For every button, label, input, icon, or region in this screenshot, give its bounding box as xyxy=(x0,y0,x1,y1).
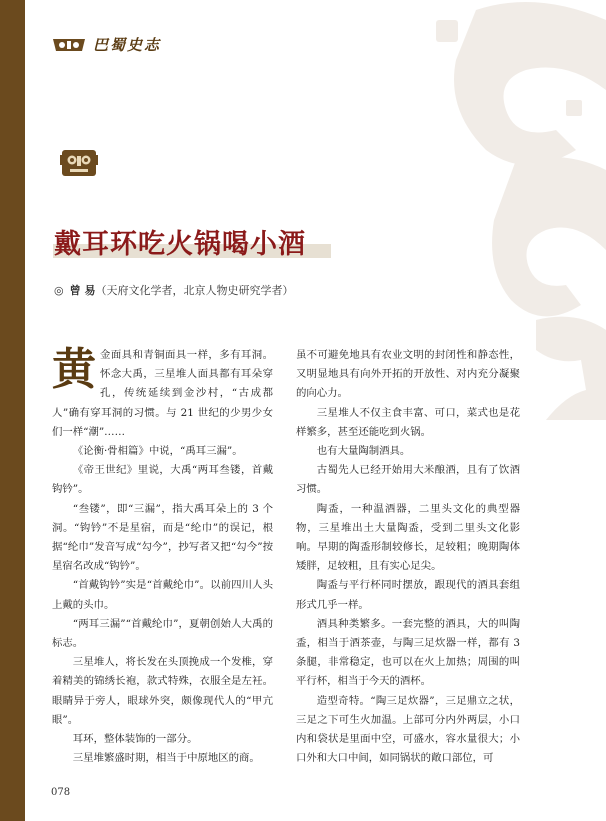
paragraph: “两耳三漏”“首戴纶巾”，夏朝创始人大禹的标志。 xyxy=(52,617,273,650)
byline xyxy=(54,282,293,298)
paragraph: 三星堆繁盛时期，相当于中原地区的商。 xyxy=(72,752,260,765)
author-mark: ◎ xyxy=(54,284,64,297)
paragraph: 《帝王世纪》里说，大禹“两耳叁镂，首戴钩钤”。 xyxy=(52,464,273,496)
paragraph: “叁镂”，即“三漏”，指大禹耳朵上的 3 个洞。“钩钤”不是星宿，而是“纶巾”的误记，根据“纶巾”发音写成“勾今”，抄写者又把“勾今”按星宿名改成“钩钤”。 xyxy=(52,502,273,573)
paragraph: 耳环，整体装饰的一部分。 xyxy=(72,733,198,746)
paragraph: “首戴钩钤”实是“首戴纶巾”。以前四川人头上戴的头巾。 xyxy=(52,579,273,611)
paragraph: 三星堆人不仅主食丰富、可口，菜式也是花样繁多，甚至还能吃到火锅。 xyxy=(296,406,520,438)
paragraph: 陶盉，一种温酒器，二里头文化的典型器物，三星堆出土大量陶盉，受到二里头文化影响。早期的陶盉形制较修长，足较粗；晚期陶体矮胖，足较粗，且有实心足尖。 xyxy=(296,502,520,573)
paragraph: 三星堆人，将长发在头顶挽成一个发椎，穿着精美的锦绣长袍，款式特殊，衣服全是左衽。眼睛异于旁人，眼球外突，颇像现代人的“甲亢眼”。 xyxy=(52,656,273,726)
column-logo xyxy=(51,34,161,55)
text-column-left xyxy=(52,346,273,768)
drop-cap: 黄 xyxy=(52,344,96,395)
paragraph: 酒具种类繁多。一套完整的酒具，大的叫陶盉，相当于酒茶壶，与陶三足炊器一样，都有 3 条腿，非常稳定，也可以在火上加热；周围的叫平行杯，相当于今天的酒杯。 xyxy=(296,617,520,688)
paragraph: 也有大量陶制酒具。 xyxy=(316,445,411,458)
paragraph: 虽不可避免地具有农业文明的封闭性和静态性，又明显地具有向外开拓的开放性、对内充分凝聚的向心力。 xyxy=(296,349,520,400)
author-name: 曾 易 xyxy=(69,284,96,297)
paragraph: 古蜀先人已经开始用大米酿酒，且有了饮酒习惯。 xyxy=(296,464,520,496)
text-column-right xyxy=(296,346,520,768)
bronze-mask-icon xyxy=(60,147,98,179)
paragraph: 造型奇特。“陶三足炊器”，三足鼎立之状，三足之下可生火加温。上部可分内外两层，小口内和袋状是里面中空，可盛水，容水量很大；小口外和大口中间，如同锅状的敞口部位，可 xyxy=(296,694,520,765)
paragraph: 陶盉与平行杯同时摆放，跟现代的酒具套组形式几乎一样。 xyxy=(296,579,520,611)
bronze-mask-logo-icon xyxy=(51,35,87,55)
page-spine-bar xyxy=(0,0,25,821)
article-title: 戴耳环吃火锅喝小酒 xyxy=(54,229,306,260)
paragraph: 《论衡·骨相篇》中说，“禹耳三漏”。 xyxy=(72,445,243,458)
page-number: 078 xyxy=(51,787,71,798)
author-note: （天府文化学者，北京人物史研究学者） xyxy=(95,284,294,297)
paragraph: 金面具和青铜面具一样，多有耳洞。怀念大禹，三星堆人面具都有耳朵穿孔，传统延续到金沙村，“古成都人”确有穿耳洞的习惯。与 21 世纪的少男少女们一样“潮”…… xyxy=(52,349,273,438)
column-name: 巴蜀史志 xyxy=(93,36,162,54)
